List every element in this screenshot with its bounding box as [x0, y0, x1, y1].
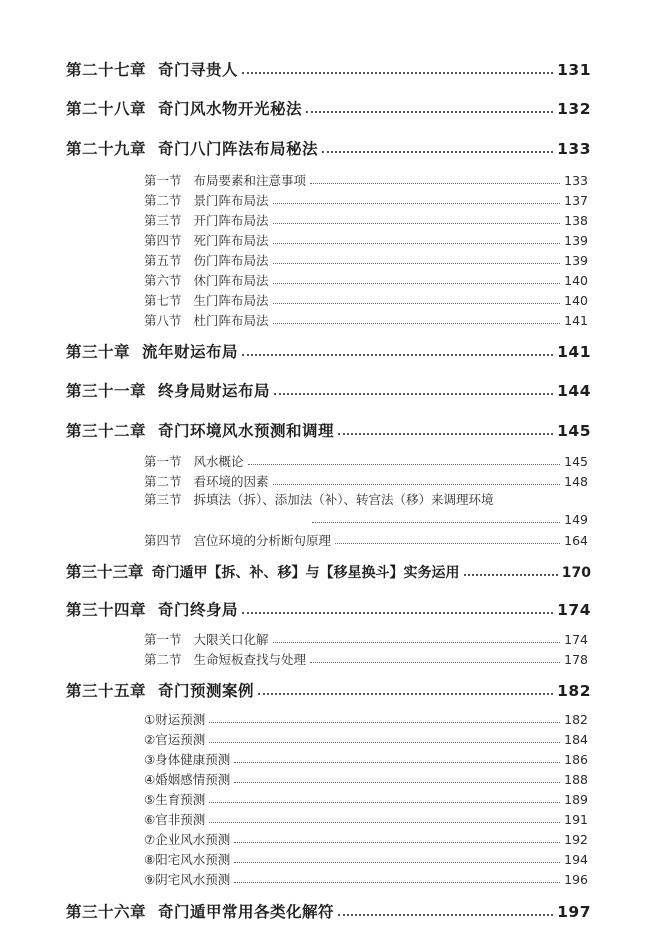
- toc-chapter-entry[interactable]: [66, 900, 591, 922]
- chapter-title: 奇门预测案例: [158, 682, 255, 700]
- dot-leader: [274, 393, 553, 395]
- dot-leader: [273, 223, 561, 224]
- page-number: 194: [564, 852, 588, 867]
- toc-chapter-entry[interactable]: [66, 679, 591, 701]
- toc-chapter-entry[interactable]: [66, 560, 591, 582]
- toc-section-entry[interactable]: [144, 291, 588, 309]
- dot-leader: [209, 802, 560, 803]
- chapter-title: 奇门寻贵人: [158, 61, 239, 79]
- toc-section-continuation: [312, 512, 588, 527]
- section-title: 生命短板查找与处理: [193, 652, 307, 667]
- section-number: 第三节: [144, 213, 182, 228]
- toc-section-entry[interactable]: [144, 211, 588, 229]
- toc-case-entry[interactable]: [144, 850, 588, 868]
- dot-leader: [234, 842, 560, 843]
- section-number: 第二节: [144, 474, 182, 489]
- dot-leader: [209, 742, 560, 743]
- page-number: 131: [557, 61, 591, 79]
- toc-case-entry[interactable]: [144, 830, 588, 848]
- toc-case-entry[interactable]: [144, 750, 588, 768]
- page-number: 170: [561, 565, 591, 581]
- section-title: 死门阵布局法: [193, 233, 269, 248]
- chapter-title: 奇门遁甲常用各类化解符: [158, 903, 335, 921]
- chapter-title: 流年财运布局: [142, 343, 239, 361]
- case-title: ⑧阳宅风水预测: [144, 852, 231, 867]
- page-number: 174: [557, 601, 591, 619]
- dot-leader: [242, 72, 553, 74]
- page-number: 140: [564, 273, 588, 288]
- case-title: ⑦企业风水预测: [144, 832, 231, 847]
- page-number: 164: [564, 533, 588, 548]
- dot-leader: [338, 433, 553, 435]
- dot-leader: [234, 762, 560, 763]
- toc-section-entry[interactable]: [144, 311, 588, 329]
- dot-leader: [242, 354, 553, 356]
- section-number: 第八节: [144, 313, 182, 328]
- section-title: 景门阵布局法: [193, 193, 269, 208]
- section-title: 风水概论: [193, 454, 244, 469]
- dot-leader: [273, 303, 561, 304]
- dot-leader: [338, 914, 553, 916]
- page-number: 133: [557, 140, 591, 158]
- page-number: 186: [564, 752, 588, 767]
- toc-case-entry[interactable]: [144, 870, 588, 888]
- chapter-title: 奇门环境风水预测和调理: [158, 422, 335, 440]
- toc-section-entry[interactable]: [144, 191, 588, 209]
- chapter-title: 奇门风水物开光秘法: [158, 100, 303, 118]
- section-number: 第四节: [144, 533, 182, 548]
- section-number: 第三节: [144, 492, 182, 507]
- chapter-number: 第二十七章: [66, 61, 147, 79]
- case-title: ②官运预测: [144, 732, 206, 747]
- section-title: 布局要素和注意事项: [193, 173, 307, 188]
- section-number: 第一节: [144, 454, 182, 469]
- toc-case-entry[interactable]: [144, 810, 588, 828]
- section-title: 休门阵布局法: [193, 273, 269, 288]
- chapter-title: 奇门遁甲【拆、补、移】与【移星换斗】实务运用: [151, 565, 460, 581]
- case-title: ④婚姻感情预测: [144, 772, 231, 787]
- chapter-number: 第三十三章: [66, 563, 144, 581]
- dot-leader: [273, 203, 561, 204]
- page-number: 137: [564, 193, 588, 208]
- dot-leader: [209, 722, 560, 723]
- chapter-number: 第三十一章: [66, 382, 147, 400]
- section-number: 第一节: [144, 173, 182, 188]
- toc-section-entry[interactable]: [144, 650, 588, 668]
- toc-section-entry[interactable]: [144, 171, 588, 189]
- section-title: 杜门阵布局法: [193, 313, 269, 328]
- section-number: 第一节: [144, 632, 182, 647]
- page-number: 197: [557, 903, 591, 921]
- chapter-number: 第三十四章: [66, 601, 147, 619]
- page-number: 174: [564, 632, 588, 647]
- toc-case-entry[interactable]: [144, 790, 588, 808]
- page-number: 182: [557, 682, 591, 700]
- page-number: 149: [564, 512, 588, 527]
- section-title: 大限关口化解: [193, 632, 269, 647]
- toc-section-entry[interactable]: [144, 231, 588, 249]
- page-number: 141: [557, 343, 591, 361]
- dot-leader: [273, 323, 561, 324]
- section-title: 看环境的因素: [193, 474, 269, 489]
- dot-leader: [234, 862, 560, 863]
- page-number: 138: [564, 213, 588, 228]
- toc-chapter-entry[interactable]: [66, 419, 591, 441]
- dot-leader: [310, 662, 560, 663]
- section-title: 生门阵布局法: [193, 293, 269, 308]
- dot-leader: [234, 882, 560, 883]
- page-number: 189: [564, 792, 588, 807]
- dot-leader: [273, 263, 561, 264]
- section-title: 伤门阵布局法: [193, 253, 269, 268]
- page-number: 178: [564, 652, 588, 667]
- dot-leader: [273, 484, 561, 485]
- section-number: 第四节: [144, 233, 182, 248]
- toc-section-entry[interactable]: [144, 452, 588, 470]
- section-number: 第六节: [144, 273, 182, 288]
- dot-leader: [273, 283, 561, 284]
- dot-leader: [464, 574, 558, 576]
- page-number: 140: [564, 293, 588, 308]
- dot-leader: [322, 151, 553, 153]
- toc-chapter-entry[interactable]: [66, 340, 591, 362]
- page-number: 196: [564, 872, 588, 887]
- section-number: 第二节: [144, 193, 182, 208]
- page-number: 132: [557, 100, 591, 118]
- case-title: ①财运预测: [144, 712, 206, 727]
- toc-section-entry[interactable]: [144, 531, 588, 549]
- dot-leader: [310, 183, 560, 184]
- toc-chapter-entry[interactable]: [66, 137, 591, 159]
- page-number: 145: [557, 422, 591, 440]
- dot-leader: [335, 543, 560, 544]
- toc-section-entry[interactable]: [144, 472, 588, 490]
- page-number: 191: [564, 812, 588, 827]
- page-number: 148: [564, 474, 588, 489]
- section-title: 宫位环境的分析断句原理: [193, 533, 332, 548]
- chapter-number: 第三十章: [66, 343, 131, 361]
- page-number: 139: [564, 233, 588, 248]
- chapter-number: 第二十八章: [66, 100, 147, 118]
- dot-leader: [248, 464, 561, 465]
- case-title: ⑨阴宅风水预测: [144, 872, 231, 887]
- toc-case-entry[interactable]: [144, 770, 588, 788]
- page-number: 184: [564, 732, 588, 747]
- section-title: 开门阵布局法: [193, 213, 269, 228]
- toc-case-entry[interactable]: [144, 730, 588, 748]
- toc-section-entry[interactable]: [144, 271, 588, 289]
- page-number: 145: [564, 454, 588, 469]
- chapter-title: 终身局财运布局: [158, 382, 271, 400]
- section-number: 第五节: [144, 253, 182, 268]
- dot-leader: [273, 642, 561, 643]
- dot-leader: [312, 522, 560, 523]
- page-number: 139: [564, 253, 588, 268]
- dot-leader: [306, 111, 553, 113]
- toc-chapter-entry[interactable]: [66, 598, 591, 620]
- toc-chapter-entry[interactable]: [66, 97, 591, 119]
- chapter-number: 第三十六章: [66, 903, 147, 921]
- section-number: 第二节: [144, 652, 182, 667]
- case-title: ③身体健康预测: [144, 752, 231, 767]
- toc-case-entry[interactable]: [144, 710, 588, 728]
- chapter-number: 第二十九章: [66, 140, 147, 158]
- case-title: ⑤生育预测: [144, 792, 206, 807]
- dot-leader: [209, 822, 560, 823]
- chapter-title: 奇门八门阵法布局秘法: [158, 140, 319, 158]
- page-number: 133: [564, 173, 588, 188]
- dot-leader: [234, 782, 560, 783]
- section-title: 拆填法（拆）、添加法（补）、转宫法（移）来调理环境: [193, 492, 494, 507]
- toc-chapter-entry[interactable]: [66, 58, 591, 80]
- toc-section-entry[interactable]: [144, 630, 588, 648]
- toc-chapter-entry[interactable]: [66, 379, 591, 401]
- page-number: 188: [564, 772, 588, 787]
- toc-section-entry[interactable]: [144, 490, 588, 508]
- chapter-title: 奇门终身局: [158, 601, 239, 619]
- chapter-number: 第三十二章: [66, 422, 147, 440]
- section-number: 第七节: [144, 293, 182, 308]
- dot-leader: [258, 693, 553, 695]
- page-number: 182: [564, 712, 588, 727]
- toc-section-entry[interactable]: [144, 251, 588, 269]
- page-number: 141: [564, 313, 588, 328]
- dot-leader: [242, 612, 553, 614]
- page-number: 192: [564, 832, 588, 847]
- dot-leader: [273, 243, 561, 244]
- chapter-number: 第三十五章: [66, 682, 147, 700]
- page-number: 144: [557, 382, 591, 400]
- case-title: ⑥官非预测: [144, 812, 206, 827]
